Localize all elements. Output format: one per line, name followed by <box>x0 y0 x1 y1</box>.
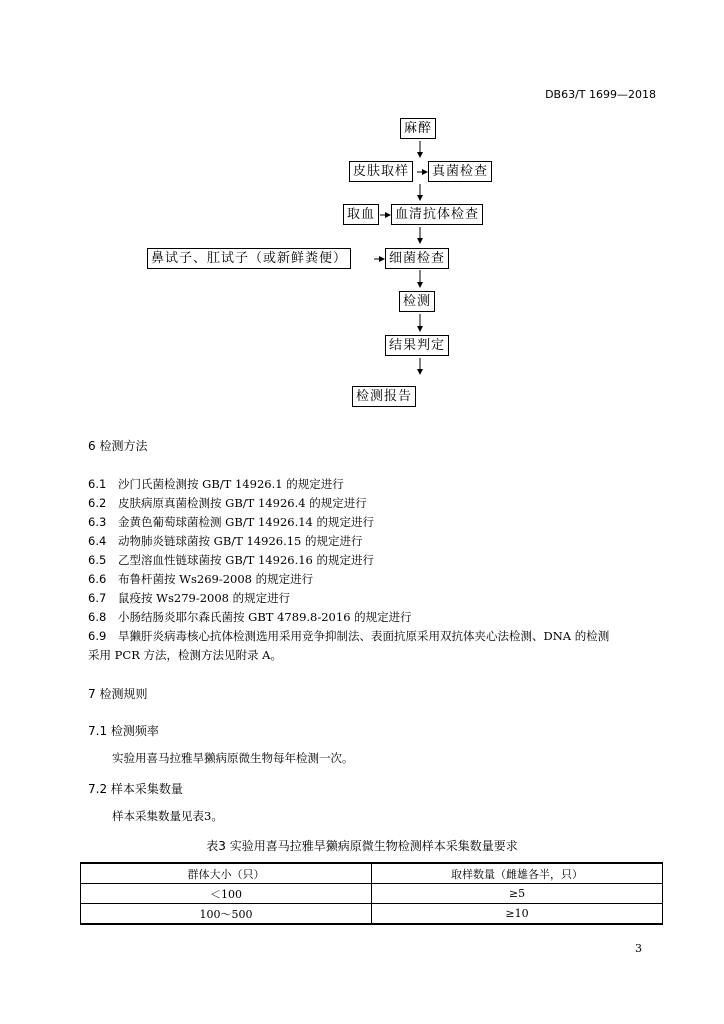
table-row <box>81 904 663 925</box>
section-7-2-title: 7.2 样本采集数量 <box>88 782 183 796</box>
item-6-3 <box>88 514 374 530</box>
item-number: 6.4 <box>88 534 107 548</box>
box-fungal-test: 真菌检查 <box>428 161 492 182</box>
item-6-9-line1 <box>88 628 609 644</box>
table-cell: ≥10 <box>372 904 663 925</box>
item-text: 鼠疫按 Ws279-2008 的规定进行 <box>118 591 291 605</box>
table-cell: 100～500 <box>81 904 372 925</box>
box-anesthesia: 麻醉 <box>400 118 436 139</box>
item-number: 6.8 <box>88 610 107 624</box>
item-text: 金黄色葡萄球菌检测 GB/T 14926.14 的规定进行 <box>118 515 375 529</box>
item-text: 布鲁杆菌按 Ws269-2008 的规定进行 <box>118 572 314 586</box>
flowchart <box>0 0 724 430</box>
item-6-2 <box>88 495 367 511</box>
box-detection-report: 检测报告 <box>352 386 416 407</box>
standard-code: DB63/T 1699—2018 <box>545 88 656 101</box>
item-6-6 <box>88 571 313 587</box>
page-number: 3 <box>635 942 642 955</box>
table-header-row <box>81 863 663 884</box>
table-3-caption: 表3 实验用喜马拉雅旱獭病原微生物检测样本采集数量要求 <box>206 839 518 853</box>
box-skin-sampling: 皮肤取样 <box>349 161 413 182</box>
item-6-1 <box>88 476 344 492</box>
table-header-cell: 群体大小（只） <box>81 863 372 884</box>
item-text: 动物肺炎链球菌按 GB/T 14926.15 的规定进行 <box>118 534 363 548</box>
item-number: 6.9 <box>88 629 107 643</box>
item-text: 乙型溶血性链球菌按 GB/T 14926.16 的规定进行 <box>118 553 375 567</box>
item-number: 6.3 <box>88 515 107 529</box>
section-7-2-text: 样本采集数量见表3。 <box>112 809 223 823</box>
box-detection: 检测 <box>399 291 435 312</box>
box-blood-sampling: 取血 <box>343 204 379 225</box>
item-6-7 <box>88 590 290 606</box>
item-text: 沙门氏菌检测按 GB/T 14926.1 的规定进行 <box>118 477 344 491</box>
item-text: 小肠结肠炎耶尔森氏菌按 GBT 4789.8-2016 的规定进行 <box>118 610 412 624</box>
section-6-title: 6 检测方法 <box>88 439 148 453</box>
box-serum-antibody-test: 血清抗体检查 <box>391 204 483 225</box>
item-number: 6.5 <box>88 553 107 567</box>
table-3 <box>80 862 663 925</box>
item-number: 6.2 <box>88 496 107 510</box>
table-row <box>81 884 663 904</box>
box-result-judgment: 结果判定 <box>385 335 449 356</box>
section-7-1-title: 7.1 检测频率 <box>88 724 159 738</box>
section-7-title: 7 检测规则 <box>88 687 148 701</box>
item-6-5 <box>88 552 374 568</box>
box-bacterial-test: 细菌检查 <box>385 248 449 269</box>
item-number: 6.6 <box>88 572 107 586</box>
table-cell: ≥5 <box>372 884 663 904</box>
item-number: 6.7 <box>88 591 107 605</box>
item-6-4 <box>88 533 363 549</box>
section-7-1-text: 实验用喜马拉雅旱獭病原微生物每年检测一次。 <box>112 751 354 765</box>
item-6-8 <box>88 609 412 625</box>
item-text: 皮肤病原真菌检测按 GB/T 14926.4 的规定进行 <box>118 496 367 510</box>
table-header-cell: 取样数量（雌雄各半，只） <box>372 863 663 884</box>
table-cell: ＜100 <box>81 884 372 904</box>
item-number: 6.1 <box>88 477 107 491</box>
item-text: 旱獭肝炎病毒核心抗体检测选用采用竞争抑制法、表面抗原采用双抗体夹心法检测、DNA 的检测 <box>118 629 610 643</box>
box-swab: 鼻试子、肛试子（或新鲜粪便） <box>147 248 351 269</box>
item-6-9-line2: 采用 PCR 方法，检测方法见附录 A。 <box>88 648 282 662</box>
